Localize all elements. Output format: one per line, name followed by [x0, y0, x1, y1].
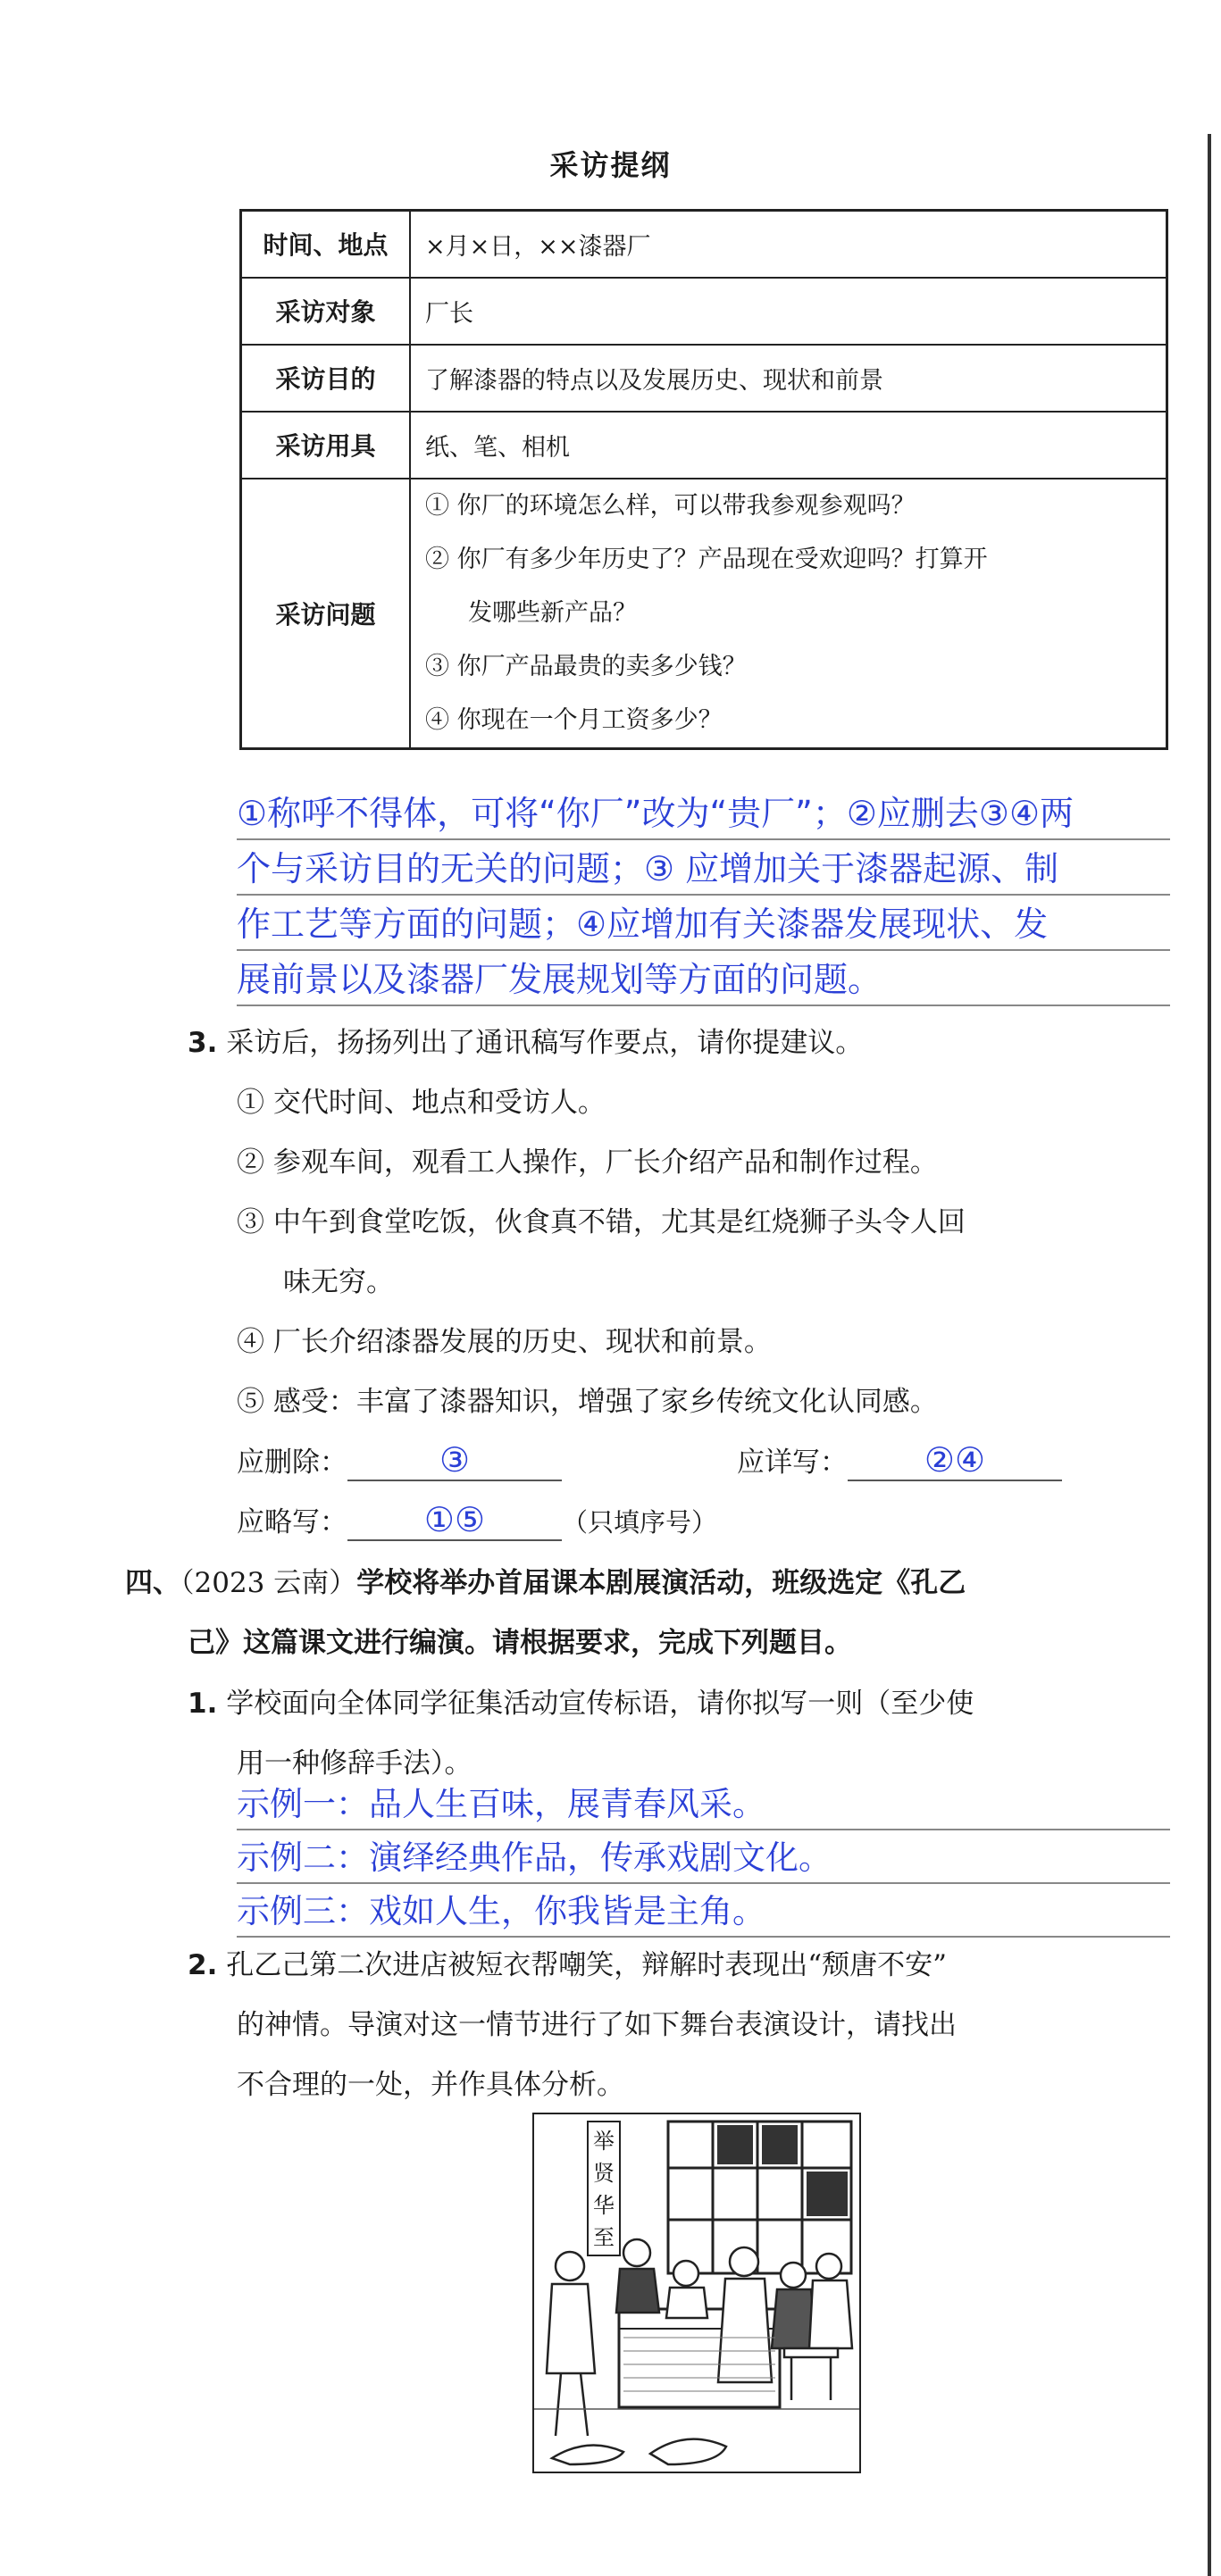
detail-label: 应详写：	[737, 1446, 848, 1479]
question-4-2	[188, 1936, 1179, 2115]
example-line: 示例二：演绎经典作品，传承戏剧文化。	[237, 1838, 832, 1877]
question-text: 用一种修辞手法）。	[237, 1747, 473, 1780]
question-item: ④ 你现在一个月工资多少？	[425, 705, 723, 734]
section-text: 己》这篇课文进行编演。请根据要求，完成下列题目。	[188, 1627, 852, 1659]
answer-rule	[237, 838, 1170, 840]
example-line: 示例三：戏如人生，你我皆是主角。	[237, 1892, 765, 1930]
tavern-scene-drawing	[534, 2114, 859, 2472]
example-line: 示例一：品人生百味，展青春风采。	[237, 1785, 765, 1823]
row-label: 采访用具	[241, 412, 411, 479]
section-text: 学校将举办首届课本剧展演活动，班级选定《孔乙	[356, 1567, 966, 1599]
list-item: ④ 厂长介绍漆器发展的历史、现状和前景。	[237, 1326, 772, 1358]
table-row-questions	[241, 479, 1167, 749]
answer-rule	[237, 1882, 1170, 1884]
section-source: （2023 云南）	[180, 1567, 357, 1599]
sign-char: 至	[593, 2225, 615, 2250]
table-row	[241, 278, 1167, 345]
interview-outline-table	[239, 209, 1168, 750]
page-edge	[1208, 134, 1211, 2576]
question-text: 的神情。导演对这一情节进行了如下舞台表演设计，请找出	[237, 2009, 957, 2041]
answer-line: ①称呼不得体，可将“你厂”改为“贵厂”；②应删去③④两	[237, 794, 1075, 833]
questions-cell	[410, 479, 1167, 749]
question-item: ② 你厂有多少年历史了？产品现在受欢迎吗？打算开	[425, 545, 988, 573]
answer-rule	[237, 894, 1170, 896]
question-number: 1.	[188, 1688, 218, 1720]
list-item: ⑤ 感受：丰富了漆器知识，增强了家乡传统文化认同感。	[237, 1386, 938, 1418]
question-item: 发哪些新产品？	[468, 598, 637, 627]
delete-answer: ③	[347, 1440, 562, 1481]
table-row	[241, 412, 1167, 479]
detail-row	[737, 1433, 1062, 1493]
table-row	[241, 345, 1167, 412]
q3-items	[237, 1073, 1183, 1432]
answer-line: 作工艺等方面的问题；④应增加有关漆器发展现状、发	[237, 905, 1049, 944]
row-label: 采访问题	[241, 479, 411, 749]
detail-answer: ②④	[848, 1440, 1062, 1481]
question-text: 孔乙己第二次进店被短衣帮嘲笑，辩解时表现出“颓唐不安”	[226, 1949, 947, 1981]
question-text: 学校面向全体同学征集活动宣传标语，请你拟写一则（至少使	[226, 1688, 974, 1720]
question-number: 2.	[188, 1949, 218, 1981]
delete-row	[237, 1433, 562, 1493]
question-item: ① 你厂的环境怎么样，可以带我参观参观吗？	[425, 491, 916, 520]
section-number: 四、	[125, 1567, 180, 1599]
row-value: 厂长	[410, 278, 1167, 345]
fill-note: （只填序号）	[562, 1507, 718, 1538]
sign-char: 贤	[593, 2161, 615, 2186]
list-item: ① 交代时间、地点和受访人。	[237, 1087, 606, 1119]
row-value: 了解漆器的特点以及发展历史、现状和前景	[410, 345, 1167, 412]
table-row	[241, 211, 1167, 278]
tavern-illustration	[532, 2113, 861, 2473]
sign-char: 举	[593, 2129, 615, 2154]
answer-line: 展前景以及漆器厂发展规划等方面的问题。	[237, 960, 882, 999]
brief-row	[237, 1493, 717, 1553]
question-item: ③ 你厂产品最贵的卖多少钱？	[425, 652, 747, 680]
answer-rule	[237, 1829, 1170, 1830]
answer-2	[237, 786, 1170, 1007]
question-number: 3.	[188, 1027, 218, 1059]
row-label: 时间、地点	[241, 211, 411, 278]
row-value: ×月×日，××漆器厂	[410, 211, 1167, 278]
outline-title: 采访提纲	[549, 148, 672, 182]
question-text: 采访后，扬扬列出了通讯稿写作要点，请你提建议。	[226, 1027, 864, 1059]
answer-rule	[237, 1005, 1170, 1006]
slogan-examples	[237, 1778, 1170, 1938]
brief-label: 应略写：	[237, 1506, 347, 1538]
sign-char: 华	[593, 2193, 615, 2218]
question-text: 不合理的一处，并作具体分析。	[237, 2069, 624, 2101]
list-item: 味无穷。	[283, 1266, 394, 1298]
answer-rule	[237, 949, 1170, 951]
list-item: ② 参观车间，观看工人操作，厂长介绍产品和制作过程。	[237, 1146, 938, 1179]
row-label: 采访对象	[241, 278, 411, 345]
row-label: 采访目的	[241, 345, 411, 412]
brief-answer: ①⑤	[347, 1500, 562, 1541]
answer-line: 个与采访目的无关的问题；③ 应增加关于漆器起源、制	[237, 849, 1059, 888]
delete-label: 应删除：	[237, 1446, 347, 1479]
section-4-heading	[125, 1554, 1179, 1673]
question-4-1	[188, 1674, 1179, 1794]
row-value: 纸、笔、相机	[410, 412, 1167, 479]
question-3	[188, 1013, 863, 1073]
list-item: ③ 中午到食堂吃饭，伙食真不错，尤其是红烧狮子头令人回	[237, 1206, 966, 1238]
